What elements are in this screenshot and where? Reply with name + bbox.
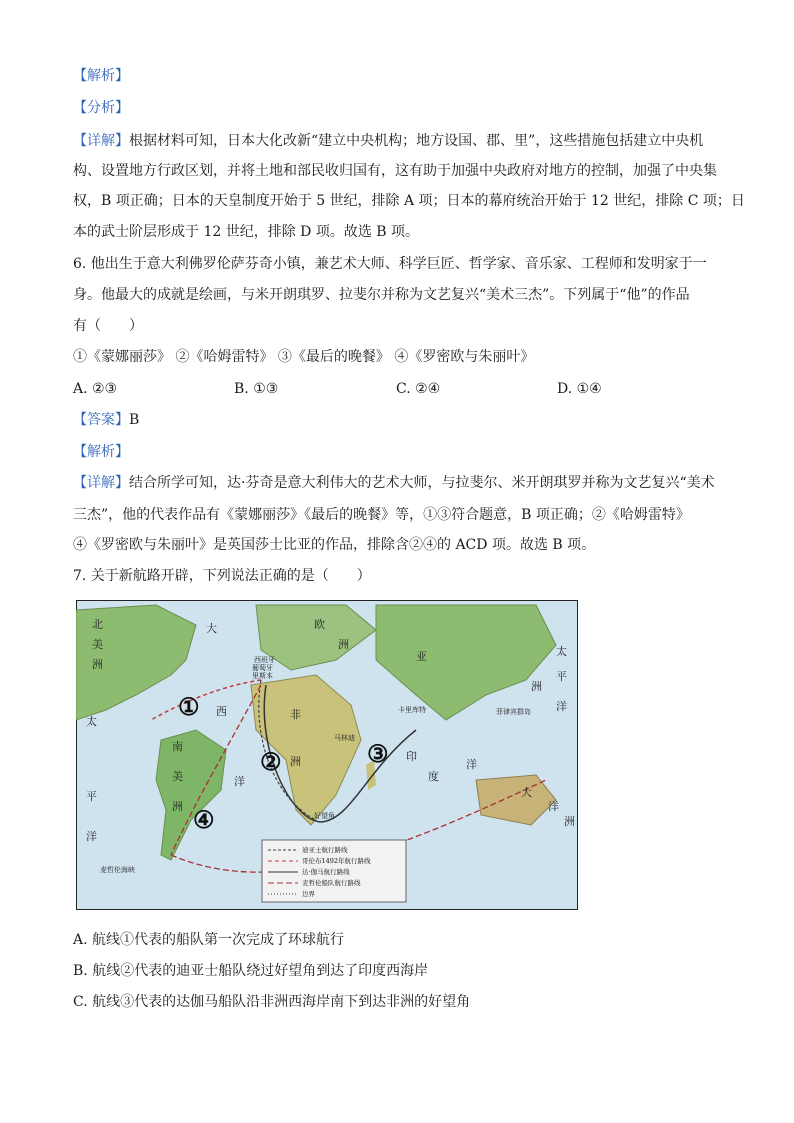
map-label-lisbon: 里斯本	[252, 672, 273, 680]
map-label: 洲	[564, 815, 575, 828]
map-label: 美	[172, 770, 183, 783]
legend-item: 哥伦布1492年航行路线	[302, 857, 371, 865]
map-label: 印	[406, 750, 417, 763]
map-label: 度	[428, 770, 439, 783]
q7-option-b: B. 航线②代表的迪亚士船队绕过好望角到达了印度西海岸	[73, 963, 429, 979]
map-label: 平	[86, 790, 97, 803]
route-num-1: ①	[178, 692, 200, 721]
map-label: 太	[556, 645, 567, 658]
map-label: 洲	[290, 755, 301, 768]
q6-option-b: B. ①③	[234, 381, 279, 397]
map-label: 洲	[338, 638, 349, 651]
q6-stem-line-2: 身。他最大的成就是绘画，与米开朗琪罗、拉斐尔并称为文艺复兴“美术三杰”。下列属于“他”的作品	[73, 287, 690, 303]
map-label: 大	[521, 786, 532, 799]
map-label: 欧	[314, 618, 325, 631]
analysis-header: 【解析】	[73, 68, 129, 84]
map-label: 平	[556, 670, 567, 683]
map-label-malindi: 马林迪	[334, 734, 355, 742]
map-label-spain: 西班牙	[254, 656, 275, 664]
q5-detail-line-3: 权，B 项正确；日本的天皇制度开始于 5 世纪，排除 A 项；日本的幕府统治开始于 12 世纪，排除 C 项；日	[73, 193, 745, 209]
map-label: 洲	[531, 680, 542, 693]
map-label-portugal: 葡萄牙	[252, 664, 273, 672]
map-label: 南	[172, 740, 183, 753]
q6-stem-line-3: 有（ ）	[73, 318, 143, 334]
map-label: 西	[216, 705, 227, 718]
map-label: 美	[92, 638, 103, 651]
map-label: 洲	[92, 658, 103, 671]
map-legend	[262, 840, 406, 902]
map-label: 洋	[86, 830, 97, 843]
legend-item: 迪亚士航行路线	[302, 846, 348, 854]
map-label: 非	[290, 708, 301, 721]
map-label: 洋	[556, 700, 567, 713]
map-label-magellan-strait: 麦哲伦海峡	[100, 866, 135, 874]
q6-option-a: A. ②③	[73, 381, 118, 397]
legend-item: 边界	[302, 890, 315, 898]
map-label: 洋	[466, 758, 477, 771]
map-label: 洋	[548, 800, 559, 813]
q7-stem: 7. 关于新航路开辟，下列说法正确的是（ ）	[73, 568, 371, 584]
q6-items: ①《蒙娜丽莎》 ②《哈姆雷特》 ③《最后的晚餐》 ④《罗密欧与朱丽叶》	[73, 349, 535, 365]
q6-detail-line-2: 三杰”，他的代表作品有《蒙娜丽莎》《最后的晚餐》等，①③符合题意，B 项正确；②《哈姆雷特》	[73, 507, 690, 523]
legend-item: 达·伽马航行路线	[302, 868, 350, 876]
q6-detail-line-3: ④《罗密欧与朱丽叶》是英国莎士比亚的作品，排除含②④的 ACD 项。故选 B 项。	[73, 537, 596, 553]
map-label-philippines: 菲律宾群岛	[496, 708, 531, 716]
q6-answer: 【答案】B	[73, 412, 140, 428]
q6-analysis-header: 【解析】	[73, 444, 129, 460]
q5-detail-line-4: 本的武士阶层形成于 12 世纪，排除 D 项。故选 B 项。	[73, 224, 420, 240]
map-label: 亚	[416, 650, 427, 663]
route-num-2: ②	[260, 747, 282, 776]
map-label: 洲	[172, 800, 183, 813]
route-num-4: ④	[193, 805, 215, 834]
map-label: 洋	[234, 775, 245, 788]
q6-detail-line-1: 【详解】结合所学可知，达·芬奇是意大利伟大的艺术大师，与拉斐尔、米开朗琪罗并称为文艺复兴“美术	[73, 475, 715, 491]
legend-item: 麦哲伦船队航行路线	[302, 879, 361, 887]
route-num-3: ③	[367, 739, 389, 768]
q5-detail-line-1: 【详解】根据材料可知，日本大化改新“建立中央机构；地方设国、郡、里”，这些措施包括建立中央机	[73, 133, 704, 149]
q7-option-c: C. 航线③代表的达伽马船队沿非洲西海岸南下到达非洲的好望角	[73, 994, 471, 1010]
map-label-cape: 好望角	[314, 812, 335, 820]
map-label-calicut: 卡里库特	[398, 706, 426, 714]
new-sea-routes-map	[76, 600, 578, 910]
q6-option-c: C. ②④	[396, 381, 441, 397]
q7-option-a: A. 航线①代表的船队第一次完成了环球航行	[73, 932, 345, 948]
map-label: 北	[92, 618, 103, 631]
map-label: 大	[206, 622, 217, 635]
q6-stem-line-1: 6. 他出生于意大利佛罗伦萨芬奇小镇，兼艺术大师、科学巨匠、哲学家、音乐家、工程师和发明家于一	[73, 256, 707, 272]
fenxi-header: 【分析】	[73, 100, 129, 116]
q5-detail-line-2: 构、设置地方行政区划，并将土地和部民收归国有，这有助于加强中央政府对地方的控制，加强了中央集	[73, 163, 717, 179]
map-label: 太	[86, 715, 97, 728]
q6-option-d: D. ①④	[557, 381, 602, 397]
